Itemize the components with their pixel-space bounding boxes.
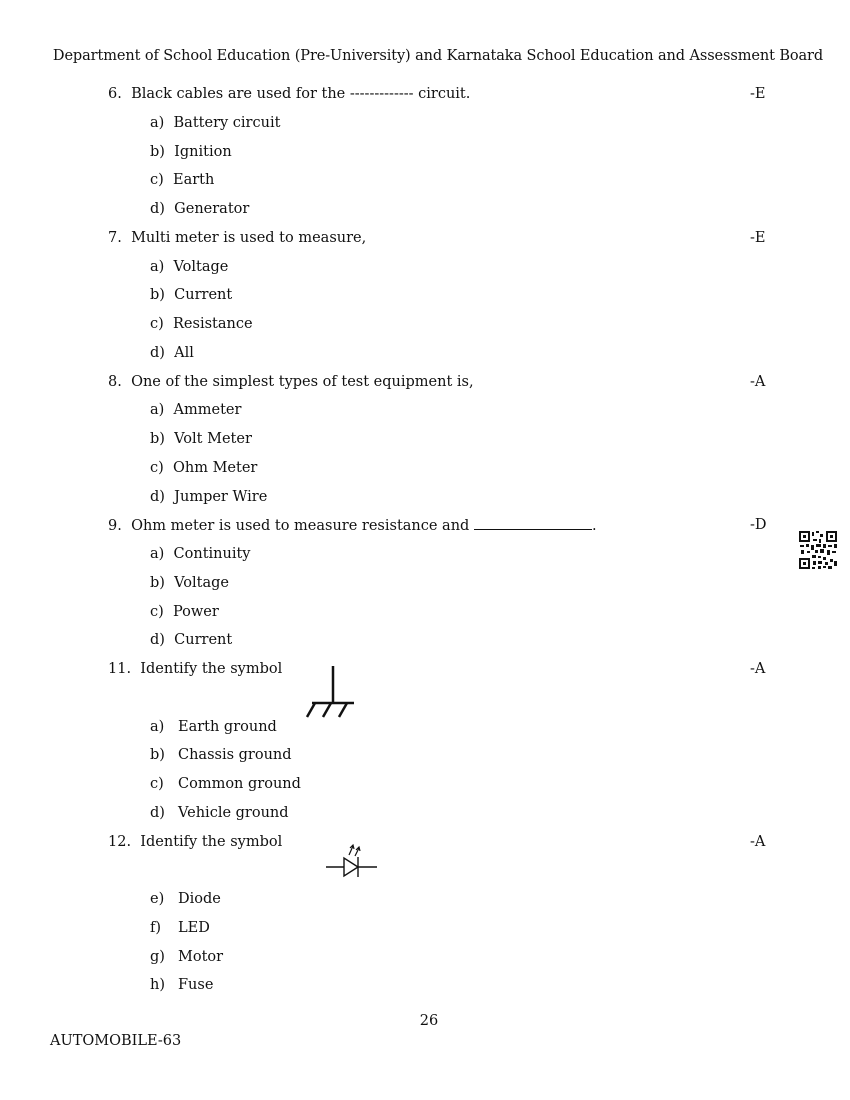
option: d) Current	[150, 632, 233, 648]
question-11	[108, 661, 282, 677]
question-text-end: .	[591, 518, 597, 534]
option: d) Generator	[150, 201, 250, 217]
option: b) Volt Meter	[150, 431, 252, 447]
option: b) Voltage	[150, 575, 230, 591]
question-number: 7.	[108, 230, 122, 246]
option: h) Fuse	[150, 977, 214, 993]
question-text: Black cables are used for the ------------- circuit.	[131, 86, 471, 102]
option: d) Vehicle ground	[150, 805, 289, 821]
option: a) Earth ground	[150, 719, 277, 735]
question-tag: -E	[750, 86, 766, 102]
option: c) Common ground	[150, 776, 301, 792]
led-symbol-icon	[325, 840, 379, 880]
option: a) Voltage	[150, 259, 229, 275]
option: a) Ammeter	[150, 402, 242, 418]
question-tag: -A	[750, 661, 766, 677]
option: c) Ohm Meter	[150, 460, 258, 476]
question-text: Identify the symbol	[140, 834, 283, 850]
question-number: 9.	[108, 518, 122, 534]
question-tag: -A	[750, 834, 766, 850]
question-8	[108, 374, 474, 390]
question-text: Ohm meter is used to measure resistance and	[131, 518, 470, 534]
option: c) Power	[150, 604, 219, 620]
option: d) All	[150, 345, 194, 361]
option: a) Battery circuit	[150, 115, 281, 131]
option: e) Diode	[150, 891, 221, 907]
option: c) Resistance	[150, 316, 253, 332]
question-text: One of the simplest types of test equipment is,	[131, 374, 474, 390]
question-number: 11.	[108, 661, 132, 677]
question-number: 8.	[108, 374, 122, 390]
option: g) Motor	[150, 949, 224, 965]
question-6	[108, 86, 470, 102]
page-header: Department of School Education (Pre-University) and Karnataka School Education and Assessment Board	[52, 48, 824, 64]
option: f) LED	[150, 920, 210, 936]
question-9	[108, 517, 597, 534]
option: b) Ignition	[150, 144, 232, 160]
question-tag: -A	[750, 374, 766, 390]
answer-blank	[474, 517, 592, 530]
question-number: 6.	[108, 86, 122, 102]
qr-code-icon	[798, 530, 838, 570]
question-text: Identify the symbol	[140, 661, 283, 677]
question-7	[108, 230, 366, 246]
question-number: 12.	[108, 834, 132, 850]
option: a) Continuity	[150, 546, 251, 562]
question-tag: -E	[750, 230, 766, 246]
question-tag: -D	[750, 517, 767, 533]
option: c) Earth	[150, 172, 215, 188]
question-text: Multi meter is used to measure,	[131, 230, 367, 246]
page-number: 26	[419, 1013, 439, 1029]
question-12	[108, 834, 282, 850]
option: b) Chassis ground	[150, 747, 292, 763]
option: d) Jumper Wire	[150, 489, 268, 505]
subject-code: AUTOMOBILE-63	[50, 1033, 182, 1049]
option: b) Current	[150, 287, 233, 303]
ground-symbol-icon	[302, 665, 358, 719]
